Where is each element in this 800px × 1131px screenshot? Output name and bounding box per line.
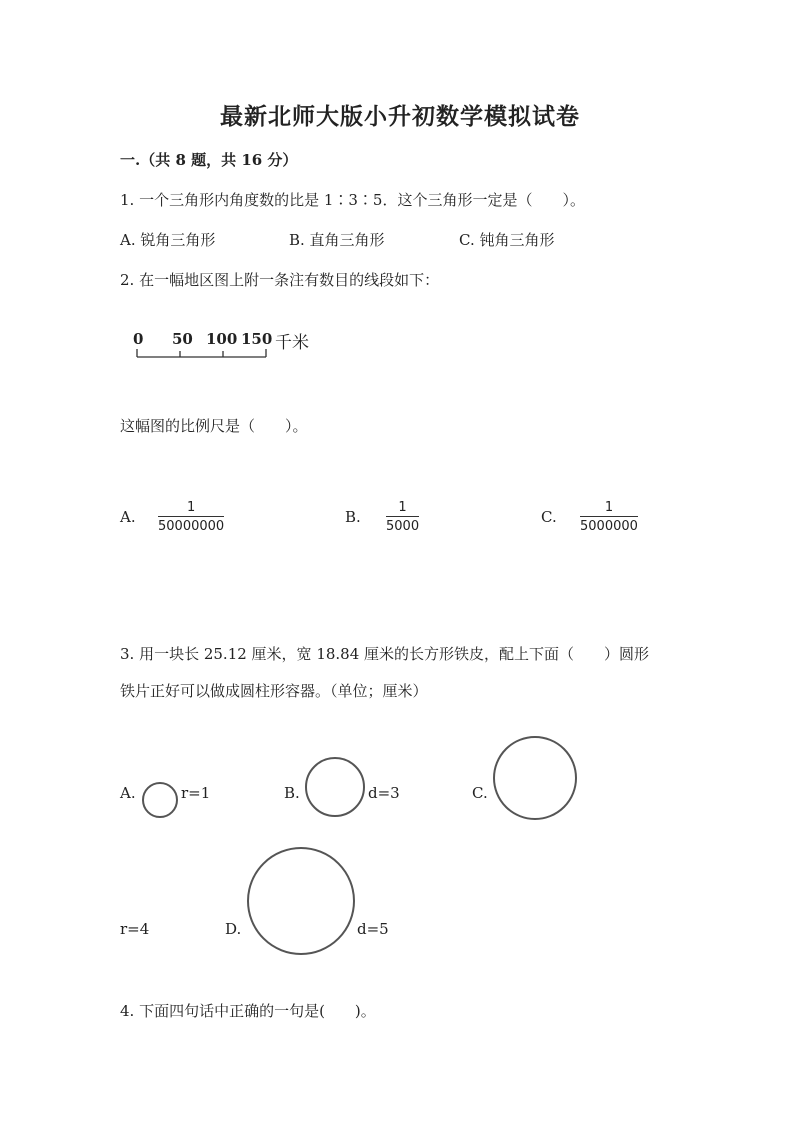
question-3-option-a-value: r=1 [181,784,211,802]
question-3-option-d-value: d=5 [357,920,389,938]
fraction-denominator: 5000 [386,519,420,534]
question-4-text: 4. 下面四句话中正确的一句是( )。 [120,1002,376,1020]
question-2-option-a-label: A. [120,508,136,526]
question-2-option-b-label: B. [345,508,361,526]
fraction-denominator: 50000000 [158,519,225,534]
question-2-option-a-fraction [158,500,224,534]
question-2-prompt: 这幅图的比例尺是（ ）。 [120,417,308,435]
question-3-line-1: 3. 用一块长 25.12 厘米，宽 18.84 厘米的长方形铁皮，配上下面（ ）圆形 [120,645,650,663]
scale-tick-label: 50 [172,330,193,348]
scale-tick-label: 100 [206,330,238,348]
scale-tick-label: 0 [133,330,144,348]
question-3-option-d-label: D. [225,920,242,938]
question-1-option-c: C. 钝角三角形 [459,231,555,249]
question-2-option-c-label: C. [541,508,557,526]
question-2-option-c-fraction [580,500,638,534]
fraction-denominator: 5000000 [580,519,638,534]
question-3-option-c-value: r=4 [120,920,150,938]
scale-tick-label: 150 [241,330,273,348]
question-1-option-b: B. 直角三角形 [289,231,385,249]
question-2-text: 2. 在一幅地区图上附一条注有数目的线段如下： [120,271,440,289]
question-3-option-a-label: A. [120,784,136,802]
question-3-line-2: 铁片正好可以做成圆柱形容器。（单位；厘米） [120,682,428,700]
circle-option-d [244,844,358,958]
question-3-option-c-label: C. [472,784,488,802]
section-heading: 一.（共 8 题，共 16 分） [120,151,298,169]
fraction-numerator: 1 [580,500,638,517]
question-1-text: 1. 一个三角形内角度数的比是 1∶3∶5．这个三角形一定是（ ）。 [120,191,585,209]
fraction-numerator: 1 [386,500,419,517]
circle-option-b [303,755,367,819]
page-title: 最新北师大版小升初数学模拟试卷 [220,103,580,130]
scale-unit: 千米 [275,333,309,353]
question-1-option-a: A. 锐角三角形 [120,231,216,249]
question-3-option-b-label: B. [284,784,300,802]
question-2-option-b-fraction [386,500,419,534]
circle-option-c [491,734,579,822]
fraction-numerator: 1 [158,500,224,517]
circle-option-a [140,780,180,820]
question-3-option-b-value: d=3 [368,784,400,802]
